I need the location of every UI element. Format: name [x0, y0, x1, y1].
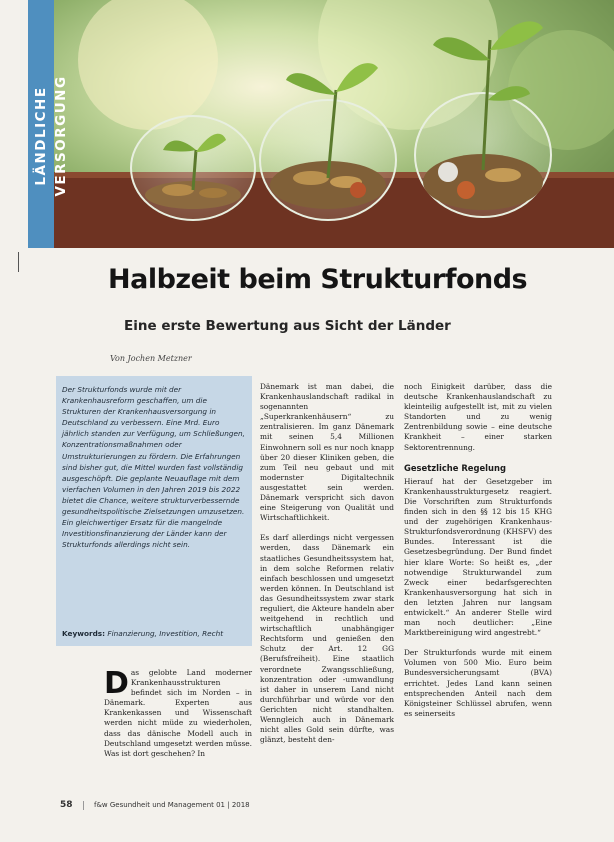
- page-number: 58: [60, 800, 73, 810]
- column-2-paragraph-2: Es darf allerdings nicht vergessen werden, dass Dänemark ein staatliches Gesundheitssystem hat, in dem solche Reformen relativ einfach beschlossen und umgesetzt werden können. In Deutschland ist das Gesundheitssystem zwar stark reguliert, die Akteure handeln aber weitgehend in rechtlich und wirtschaftlich unabhängiger Rechtsform und genießen den Schutz der Art. 12 GG (Berufsfreiheit). Eine staatlich verordnete Zwangsschließung, konzentration oder -umwandlung ist daher in unserem Land nicht durchführbar und würde vor den Gerichten nicht standhalten. Wenngleich auch in Dänemark nicht alles Gold sein dürfte, was glänzt, besteht den-: [260, 533, 394, 745]
- keywords-values: Finanzierung, Investition, Recht: [107, 629, 224, 638]
- page-edge-mark: [18, 252, 19, 272]
- byline: Von Jochen Metzner: [110, 354, 192, 363]
- column-3-paragraph-2: Hierauf hat der Gesetzgeber im Krankenhausstrukturgesetz reagiert. Die Vorschriften zum Strukturfonds finden sich in den §§ 12 bis 15 KHG und der zugehörigen Krankenhaus-Strukturfondsverordnung (KHSFV) des Bundes. Interessant ist die Gesetzesbegründung. Der Bund findet hier klare Worte: So heißt es, „der notwendige Strukturwandel zum Zweck einer bedarfsgerechten Krankenhausversorgung hat sich in den letzten Jahren nur langsam entwickelt.“ An anderer Stelle wird man noch deutlicher: „Eine Marktbereinigung wird angestrebt.“: [404, 476, 552, 638]
- column-2-paragraph-1: Dänemark ist man dabei, die Krankenhauslandschaft radikal in sogenannten „Superkrankenhäusern“ zu zentralisieren. Im ganz Dänemark mit seinen 5,4 Millionen Einwohnern soll es nur noch knapp über 20 dieser Kliniken geben, die zum Teil neu gebaut und mit modernster Digitaltechnik ausgestattet sein werden. Dänemark verspricht sich davon eine Steigerung von Qualität und Wirtschaftlichkeit.: [260, 382, 394, 523]
- text-column-3: [404, 382, 552, 729]
- hero-photo-coin-jars-with-seedlings: [28, 0, 614, 248]
- column-1-text: as gelobte Land moderner Krankenhausstrukturen befindet sich im Norden – in Dänemark. Experten aus Krankenkassen und Wissenschaft werden nicht müde zu wiederholen, dass das dänische Modell auch in Deutschland umgesetzt werden müsse. Was ist dort geschehen? In: [104, 668, 252, 758]
- column-3-paragraph-3: Der Strukturfonds wurde mit einem Volumen von 500 Mio. Euro beim Bundesversicherungsamt (BVA) errichtet. Jedes Land kann seinen entsprechenden Anteil nach dem Königsteiner Schlüssel abrufen, wenn es seinerseits: [404, 648, 552, 718]
- section-heading: Gesetzliche Regelung: [404, 462, 506, 473]
- hero-illustration: [28, 0, 614, 248]
- text-column-1: [104, 668, 252, 759]
- column-3-paragraph-1: noch Einigkeit darüber, dass die deutsche Krankenhauslandschaft zu kleinteilig aufgestellt ist, mit zu vielen Standorten und zu wenig Zentrenbildung sowie – eine deutsche Krankheit – einer starken Sektorentrennung.: [404, 382, 552, 452]
- abstract-box: [56, 376, 252, 646]
- page-footer: [60, 800, 250, 810]
- footer-divider: [83, 801, 84, 810]
- subheadline: Eine erste Bewertung aus Sicht der Länder: [124, 318, 451, 334]
- headline: Halbzeit beim Strukturfonds: [108, 264, 528, 295]
- keywords-label: Keywords:: [62, 629, 106, 638]
- drop-cap: D: [104, 666, 129, 701]
- abstract-text: Der Strukturfonds wurde mit der Krankenhausreform geschaffen, um die Strukturen der Krankenhausversorgung in Deutschland zu verbessern. Eine Mrd. Euro jährlich standen zur Verfügung, um Schließungen, Konzentrationsmaßnahmen oder Umstrukturierungen zu fördern. Die Erfahrungen sind bisher gut, die Mittel wurden fast vollständig ausgeschöpft. Die geplante Neuauflage mit dem vierfachen Volumen in den Jahren 2019 bis 2022 bietet die Chance, weitere strukturverbessernde gesundheitspolitische Zielsetzungen umzusetzen. Ein gleichwertiger Ersatz für die mangelnde Investitionsfinanzierung der Länder kann der Strukturfonds allerdings nicht sein.: [62, 385, 245, 550]
- keywords-line: [62, 629, 246, 638]
- journal-reference: f&w Gesundheit und Management 01 | 2018: [94, 801, 250, 809]
- text-column-2: [260, 382, 394, 755]
- section-label: LÄNDLICHE VERSORGUNG: [33, 75, 69, 197]
